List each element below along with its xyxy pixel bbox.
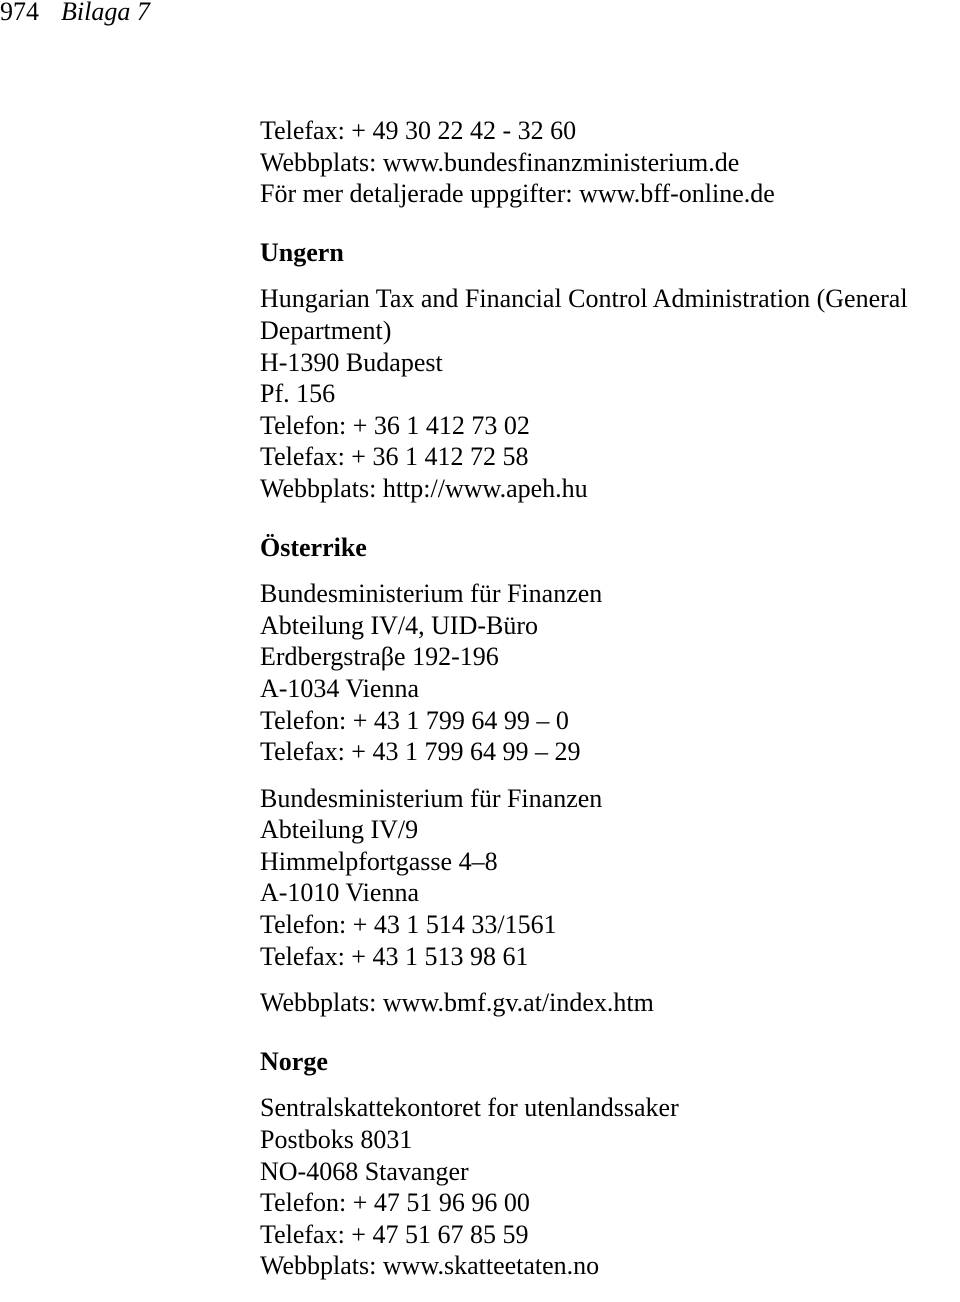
austria-office2-street: Himmelpfortgasse 4–8 [260,846,498,876]
country-heading-hungary: Ungern [260,237,344,267]
austria-office1-city: A-1034 Vienna [260,673,419,703]
austria-office1-department: Abteilung IV/4, UID-Büro [260,610,539,640]
austria-office1-fax: Telefax: + 43 1 799 64 99 – 29 [260,737,581,767]
hungary-fax: Telefax: + 36 1 412 72 58 [260,442,529,472]
austria-office1-street: Erdbergstraβe 192-196 [260,642,499,672]
germany-details: För mer detaljerade uppgifter: www.bff-online.de [260,179,775,209]
norway-website: Webbplats: www.skatteetaten.no [260,1251,600,1281]
appendix-title: Bilaga 7 [61,0,150,26]
norway-section [260,1046,960,1282]
page-header [0,0,150,27]
austria-office2-fax: Telefax: + 43 1 513 98 61 [260,941,529,971]
austria-website-block [260,987,960,1019]
page-number: 974 [0,0,39,26]
norway-contact-block [260,1092,960,1282]
austria-section [260,532,960,1019]
germany-fax: Telefax: + 49 30 22 42 - 32 60 [260,116,577,145]
hungary-section [260,237,960,505]
germany-website: Webbplats: www.bundesfinanzministerium.de [260,147,740,177]
hungary-agency-line-1: Hungarian Tax and Financial Control Administration (General [260,284,908,314]
document-body [260,115,960,1282]
austria-office1-phone: Telefon: + 43 1 799 64 99 – 0 [260,705,569,735]
country-heading-norway: Norge [260,1046,328,1076]
hungary-phone: Telefon: + 36 1 412 73 02 [260,410,530,440]
austria-office1-ministry: Bundesministerium für Finanzen [260,579,603,609]
norway-city: NO-4068 Stavanger [260,1156,469,1186]
hungary-website: Webbplats: http://www.apeh.hu [260,473,588,503]
austria-office-2 [260,783,960,973]
germany-contact-block [260,115,960,210]
austria-website: Webbplats: www.bmf.gv.at/index.htm [260,988,654,1018]
austria-office2-department: Abteilung IV/9 [260,815,419,845]
hungary-pobox: Pf. 156 [260,379,336,409]
norway-phone: Telefon: + 47 51 96 96 00 [260,1188,530,1218]
hungary-agency-line-2: Department) [260,315,392,345]
norway-pobox: Postboks 8031 [260,1125,413,1155]
norway-fax: Telefax: + 47 51 67 85 59 [260,1219,529,1249]
austria-office2-city: A-1010 Vienna [260,878,419,908]
austria-office2-phone: Telefon: + 43 1 514 33/1561 [260,910,557,940]
hungary-city: H-1390 Budapest [260,347,443,377]
austria-office-1 [260,578,960,768]
norway-agency: Sentralskattekontoret for utenlandssaker [260,1093,679,1123]
country-heading-austria: Österrike [260,532,367,562]
hungary-contact-block [260,283,960,504]
austria-office2-ministry: Bundesministerium für Finanzen [260,783,603,813]
